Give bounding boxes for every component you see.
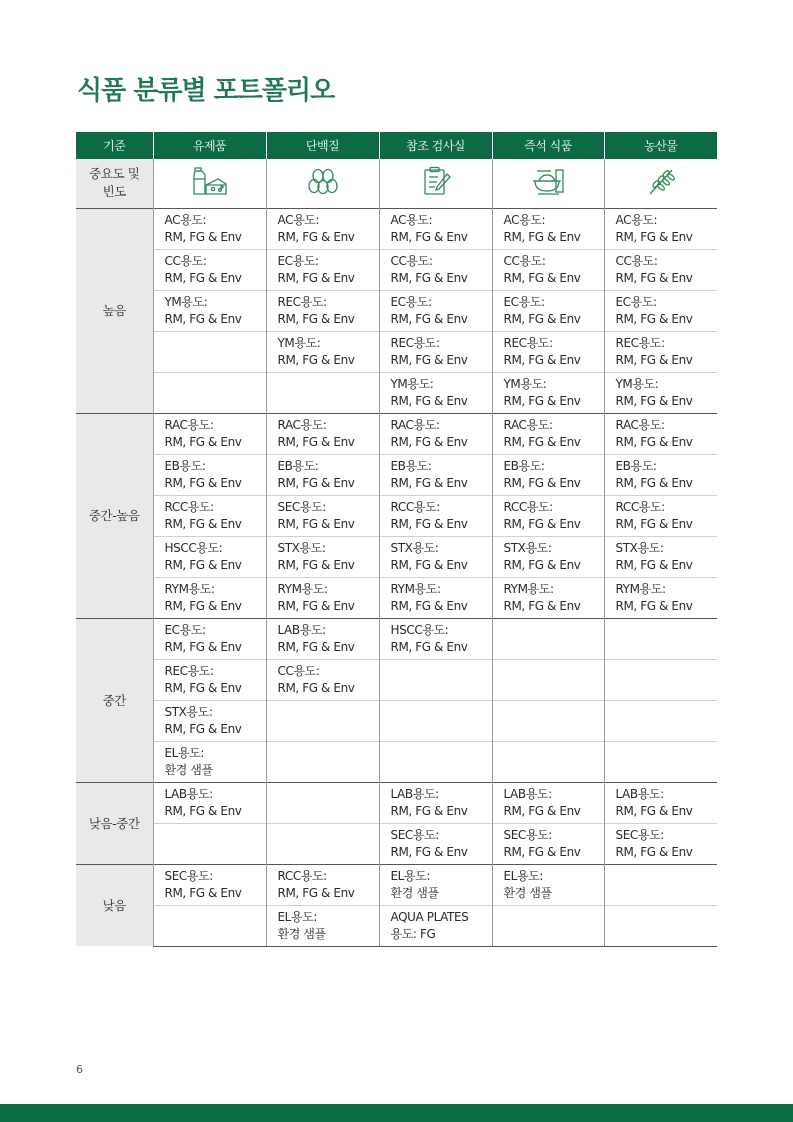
cell-test-usage: RM, FG & Env (503, 352, 581, 367)
cell-test-usage: RM, FG & Env (164, 557, 242, 572)
footer-bar (0, 1104, 793, 1122)
cell-test-name: RYM용도: (615, 581, 666, 596)
cell-protein (266, 782, 379, 823)
cell-produce (604, 454, 717, 495)
cell-protein (266, 372, 379, 413)
table-row (76, 495, 717, 536)
cell-produce (604, 413, 717, 454)
cell-dairy (153, 372, 266, 413)
group-label: 중간-높음 (76, 413, 153, 618)
cell-dairy (153, 864, 266, 905)
cell-reference-lab (379, 290, 492, 331)
importance-label-line2: 빈도 (102, 184, 126, 200)
cell-test-name: YM용도: (277, 335, 321, 350)
cell-test-usage: RM, FG & Env (164, 803, 242, 818)
table-row (76, 905, 717, 946)
cell-protein (266, 700, 379, 741)
cell-ready-meals (492, 864, 604, 905)
cell-test-name: CC용도: (390, 253, 433, 268)
cell-test-usage: RM, FG & Env (390, 393, 468, 408)
cell-test-name: RAC용도: (615, 417, 665, 432)
cell-dairy (153, 249, 266, 290)
cell-produce (604, 659, 717, 700)
cell-test-name: STX용도: (164, 704, 213, 719)
cell-reference-lab (379, 864, 492, 905)
cell-test-usage: RM, FG & Env (503, 475, 581, 490)
cell-test-usage: RM, FG & Env (503, 229, 581, 244)
cell-test-usage: RM, FG & Env (390, 803, 468, 818)
cell-test-name: LAB용도: (277, 622, 326, 637)
cell-ready-meals (492, 700, 604, 741)
cell-test-name: REC용도: (503, 335, 553, 350)
cell-dairy (153, 208, 266, 249)
cell-reference-lab (379, 577, 492, 618)
cell-test-name: EL용도: (390, 868, 430, 883)
cell-test-usage: RM, FG & Env (503, 393, 581, 408)
cell-test-name: SEC용도: (390, 827, 439, 842)
cell-test-name: REC용도: (390, 335, 440, 350)
cell-test-usage: RM, FG & Env (390, 434, 468, 449)
cell-test-usage: 환경 샘플 (277, 926, 326, 941)
cell-test-usage: RM, FG & Env (277, 598, 355, 613)
cell-ready-meals (492, 782, 604, 823)
cell-test-name: EB용도: (503, 458, 545, 473)
cell-test-name: EC용도: (164, 622, 206, 637)
cell-test-usage: RM, FG & Env (277, 229, 355, 244)
cell-test-usage: RM, FG & Env (390, 311, 468, 326)
cell-test-usage: RM, FG & Env (164, 311, 242, 326)
cell-test-name: EC용도: (390, 294, 432, 309)
cell-reference-lab (379, 659, 492, 700)
cell-protein (266, 249, 379, 290)
dairy-icon-cell (153, 159, 266, 208)
cell-produce (604, 782, 717, 823)
cell-test-name: REC용도: (164, 663, 214, 678)
cell-produce (604, 208, 717, 249)
cell-test-name: LAB용도: (164, 786, 213, 801)
cell-dairy (153, 782, 266, 823)
cell-test-usage: RM, FG & Env (615, 516, 693, 531)
cell-test-usage: RM, FG & Env (164, 639, 242, 654)
cell-reference-lab (379, 331, 492, 372)
importance-label (76, 159, 153, 208)
cell-test-name: YM용도: (164, 294, 208, 309)
cell-reference-lab (379, 782, 492, 823)
cell-test-usage: RM, FG & Env (615, 434, 693, 449)
cell-test-usage: RM, FG & Env (615, 311, 693, 326)
cell-dairy (153, 905, 266, 946)
wheat-icon-cell (604, 159, 717, 208)
table-header-row (76, 132, 717, 159)
cell-ready-meals (492, 905, 604, 946)
cell-test-usage: RM, FG & Env (503, 803, 581, 818)
group-label: 낮음-중간 (76, 782, 153, 864)
cell-produce (604, 864, 717, 905)
cell-test-name: AC용도: (390, 212, 433, 227)
cell-test-name: SEC용도: (164, 868, 213, 883)
cell-test-name: CC용도: (164, 253, 207, 268)
cell-reference-lab (379, 208, 492, 249)
cell-test-name: SEC용도: (615, 827, 664, 842)
cell-test-name: RYM용도: (390, 581, 441, 596)
cell-test-name: LAB용도: (615, 786, 664, 801)
group-label: 낮음 (76, 864, 153, 946)
cell-dairy (153, 741, 266, 782)
cell-test-usage: RM, FG & Env (390, 352, 468, 367)
cell-produce (604, 905, 717, 946)
cell-ready-meals (492, 454, 604, 495)
header-ready-meals: 즉석 식품 (492, 132, 604, 159)
cell-test-usage: RM, FG & Env (390, 844, 468, 859)
cell-ready-meals (492, 823, 604, 864)
cell-test-name: EB용도: (277, 458, 319, 473)
cell-test-usage: RM, FG & Env (277, 557, 355, 572)
cell-test-name: EL용도: (503, 868, 543, 883)
cell-test-usage: RM, FG & Env (615, 598, 693, 613)
cell-test-usage: RM, FG & Env (615, 557, 693, 572)
cell-test-name: RCC용도: (503, 499, 553, 514)
cell-test-usage: RM, FG & Env (503, 311, 581, 326)
cell-test-name: YM용도: (615, 376, 659, 391)
cell-test-name: EC용도: (615, 294, 657, 309)
cell-produce (604, 331, 717, 372)
cell-test-usage: RM, FG & Env (615, 393, 693, 408)
table-row (76, 700, 717, 741)
cell-protein (266, 495, 379, 536)
cell-test-usage: RM, FG & Env (390, 229, 468, 244)
dairy-icon (191, 165, 229, 197)
cell-test-name: STX용도: (277, 540, 326, 555)
group-label: 높음 (76, 208, 153, 413)
cell-ready-meals (492, 331, 604, 372)
table-row (76, 413, 717, 454)
wheat-icon (642, 165, 680, 197)
cell-dairy (153, 659, 266, 700)
table-row (76, 536, 717, 577)
cell-test-usage: RM, FG & Env (503, 557, 581, 572)
cell-test-name: EL용도: (277, 909, 317, 924)
cell-test-name: STX용도: (390, 540, 439, 555)
cell-protein (266, 741, 379, 782)
cell-test-usage: RM, FG & Env (164, 475, 242, 490)
table-row (76, 823, 717, 864)
cell-dairy (153, 290, 266, 331)
cell-test-usage: RM, FG & Env (277, 352, 355, 367)
cell-dairy (153, 700, 266, 741)
cell-test-usage: RM, FG & Env (390, 557, 468, 572)
cell-reference-lab (379, 618, 492, 659)
cell-test-name: LAB용도: (390, 786, 439, 801)
cell-test-usage: RM, FG & Env (615, 844, 693, 859)
table-row (76, 577, 717, 618)
table-row (76, 331, 717, 372)
cell-test-usage: RM, FG & Env (390, 516, 468, 531)
cell-test-usage: RM, FG & Env (390, 270, 468, 285)
cell-test-name: EB용도: (164, 458, 206, 473)
cell-test-usage: RM, FG & Env (164, 721, 242, 736)
cell-test-name: EB용도: (390, 458, 432, 473)
cell-test-usage: RM, FG & Env (615, 475, 693, 490)
cell-dairy (153, 536, 266, 577)
eggs-icon (304, 165, 342, 197)
cell-ready-meals (492, 208, 604, 249)
cell-reference-lab (379, 454, 492, 495)
table-row (76, 618, 717, 659)
cell-test-name: EL용도: (164, 745, 204, 760)
cell-test-usage: RM, FG & Env (277, 434, 355, 449)
cell-protein (266, 864, 379, 905)
cell-test-name: EC용도: (503, 294, 545, 309)
cell-test-usage: RM, FG & Env (164, 270, 242, 285)
cell-produce (604, 700, 717, 741)
cell-test-name: RYM용도: (277, 581, 328, 596)
table-row (76, 782, 717, 823)
cell-test-usage: RM, FG & Env (164, 229, 242, 244)
cell-dairy (153, 413, 266, 454)
cell-protein (266, 577, 379, 618)
ready-meal-icon (529, 165, 567, 197)
clipboard-icon-cell (379, 159, 492, 208)
cell-protein (266, 536, 379, 577)
cell-protein (266, 413, 379, 454)
cell-test-name: CC용도: (615, 253, 658, 268)
header-reference-lab: 참조 검사실 (379, 132, 492, 159)
cell-protein (266, 659, 379, 700)
cell-produce (604, 618, 717, 659)
cell-test-name: CC용도: (277, 663, 320, 678)
table-row (76, 864, 717, 905)
cell-ready-meals (492, 536, 604, 577)
cell-ready-meals (492, 577, 604, 618)
cell-test-name: AC용도: (615, 212, 658, 227)
cell-test-usage: RM, FG & Env (503, 434, 581, 449)
cell-protein (266, 290, 379, 331)
cell-protein (266, 454, 379, 495)
eggs-icon-cell (266, 159, 379, 208)
cell-test-usage: RM, FG & Env (503, 270, 581, 285)
importance-label-line1: 중요도 및 (89, 166, 140, 182)
cell-test-usage: RM, FG & Env (164, 434, 242, 449)
cell-produce (604, 741, 717, 782)
cell-test-name: AQUA PLATES (390, 909, 469, 924)
cell-protein (266, 331, 379, 372)
cell-test-name: EB용도: (615, 458, 657, 473)
cell-test-usage: RM, FG & Env (615, 229, 693, 244)
cell-test-usage: RM, FG & Env (277, 516, 355, 531)
cell-protein (266, 823, 379, 864)
cell-reference-lab (379, 536, 492, 577)
cell-protein (266, 208, 379, 249)
table-row (76, 741, 717, 782)
cell-test-usage: RM, FG & Env (615, 352, 693, 367)
cell-test-name: SEC용도: (277, 499, 326, 514)
cell-test-name: AC용도: (277, 212, 320, 227)
cell-test-usage: RM, FG & Env (503, 844, 581, 859)
cell-dairy (153, 618, 266, 659)
cell-test-name: RYM용도: (503, 581, 554, 596)
cell-test-name: HSCC용도: (164, 540, 223, 555)
cell-test-name: RAC용도: (503, 417, 553, 432)
cell-protein (266, 905, 379, 946)
clipboard-icon (417, 165, 455, 197)
header-criteria: 기준 (76, 132, 153, 159)
cell-test-usage: RM, FG & Env (390, 639, 468, 654)
cell-test-usage: RM, FG & Env (503, 598, 581, 613)
cell-test-usage: RM, FG & Env (277, 311, 355, 326)
cell-reference-lab (379, 249, 492, 290)
cell-test-name: HSCC용도: (390, 622, 449, 637)
cell-test-usage: RM, FG & Env (164, 516, 242, 531)
cell-test-usage: 용도: FG (390, 926, 436, 941)
cell-reference-lab (379, 413, 492, 454)
table-row (76, 249, 717, 290)
cell-dairy (153, 577, 266, 618)
cell-test-name: STX용도: (503, 540, 552, 555)
cell-test-usage: RM, FG & Env (164, 680, 242, 695)
cell-produce (604, 372, 717, 413)
cell-test-name: LAB용도: (503, 786, 552, 801)
header-produce: 농산물 (604, 132, 717, 159)
cell-test-usage: RM, FG & Env (277, 475, 355, 490)
cell-test-usage: RM, FG & Env (277, 885, 355, 900)
cell-reference-lab (379, 495, 492, 536)
cell-test-name: RAC용도: (164, 417, 214, 432)
cell-reference-lab (379, 700, 492, 741)
cell-test-usage: RM, FG & Env (164, 885, 242, 900)
cell-test-usage: 환경 샘플 (164, 762, 213, 777)
cell-test-usage: RM, FG & Env (390, 598, 468, 613)
cell-ready-meals (492, 495, 604, 536)
cell-ready-meals (492, 413, 604, 454)
cell-test-usage: RM, FG & Env (164, 598, 242, 613)
cell-reference-lab (379, 823, 492, 864)
cell-ready-meals (492, 659, 604, 700)
cell-produce (604, 290, 717, 331)
cell-ready-meals (492, 290, 604, 331)
cell-test-usage: 환경 샘플 (390, 885, 439, 900)
cell-test-usage: 환경 샘플 (503, 885, 552, 900)
cell-test-usage: RM, FG & Env (615, 803, 693, 818)
table-row (76, 208, 717, 249)
cell-test-name: RAC용도: (277, 417, 327, 432)
cell-test-usage: RM, FG & Env (277, 639, 355, 654)
cell-test-name: RCC용도: (615, 499, 665, 514)
icon-row (76, 159, 717, 208)
cell-produce (604, 823, 717, 864)
cell-test-name: AC용도: (503, 212, 546, 227)
cell-test-usage: RM, FG & Env (277, 680, 355, 695)
cell-produce (604, 495, 717, 536)
cell-protein (266, 618, 379, 659)
cell-test-name: REC용도: (277, 294, 327, 309)
header-protein: 단백질 (266, 132, 379, 159)
cell-test-name: CC용도: (503, 253, 546, 268)
cell-produce (604, 577, 717, 618)
cell-test-name: STX용도: (615, 540, 664, 555)
cell-dairy (153, 495, 266, 536)
cell-test-name: AC용도: (164, 212, 207, 227)
cell-test-name: RAC용도: (390, 417, 440, 432)
cell-test-usage: RM, FG & Env (615, 270, 693, 285)
cell-test-name: RCC용도: (164, 499, 214, 514)
cell-ready-meals (492, 741, 604, 782)
cell-test-name: YM용도: (503, 376, 547, 391)
cell-test-name: YM용도: (390, 376, 434, 391)
table-row (76, 372, 717, 413)
cell-reference-lab (379, 372, 492, 413)
cell-test-name: EC용도: (277, 253, 319, 268)
cell-test-name: SEC용도: (503, 827, 552, 842)
group-label: 중간 (76, 618, 153, 782)
cell-ready-meals (492, 618, 604, 659)
cell-dairy (153, 823, 266, 864)
cell-dairy (153, 331, 266, 372)
cell-test-usage: RM, FG & Env (390, 475, 468, 490)
table-row (76, 290, 717, 331)
table-row (76, 659, 717, 700)
cell-test-usage: RM, FG & Env (503, 516, 581, 531)
table-row (76, 454, 717, 495)
cell-produce (604, 536, 717, 577)
cell-dairy (153, 454, 266, 495)
portfolio-table (76, 132, 717, 947)
cell-test-name: RCC용도: (277, 868, 327, 883)
cell-test-usage: RM, FG & Env (277, 270, 355, 285)
cell-produce (604, 249, 717, 290)
cell-reference-lab (379, 741, 492, 782)
cell-reference-lab (379, 905, 492, 946)
page-number: 6 (76, 1063, 83, 1076)
ready-meal-icon-cell (492, 159, 604, 208)
cell-test-name: RCC용도: (390, 499, 440, 514)
cell-ready-meals (492, 249, 604, 290)
cell-test-name: RYM용도: (164, 581, 215, 596)
page-title: 식품 분류별 포트폴리오 (77, 76, 335, 106)
cell-test-name: REC용도: (615, 335, 665, 350)
header-dairy: 유제품 (153, 132, 266, 159)
cell-ready-meals (492, 372, 604, 413)
